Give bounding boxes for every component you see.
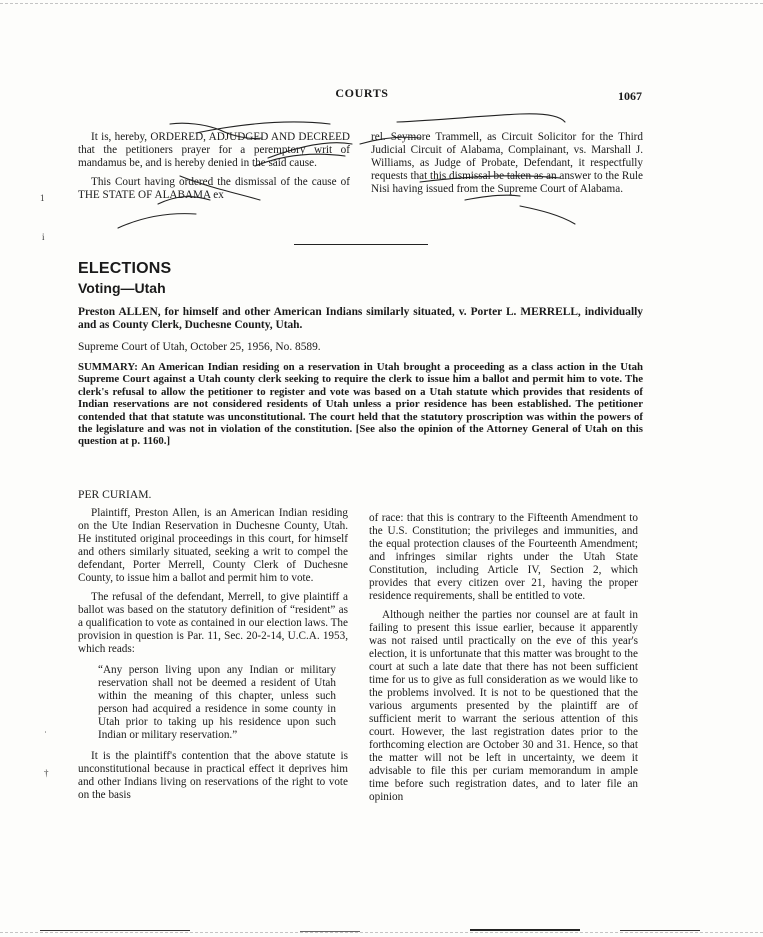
running-header-section: COURTS <box>335 86 389 100</box>
margin-mark: 1 <box>40 193 45 203</box>
scan-rule <box>620 930 700 931</box>
scan-rule <box>470 929 580 931</box>
top-right-column <box>371 131 643 196</box>
section-title: ELECTIONS <box>78 260 172 277</box>
body-paragraph: The refusal of the defendant, Merrell, to give plaintiff a ballot was based on the statutory definition of “resident” as a qualification to vote as contained in our election laws. The provision in question is Par. 11, Sec. 20-2-14, U.C.A. 1953, which reads: <box>78 591 348 655</box>
body-left-column <box>78 507 348 802</box>
scan-edge-top <box>0 3 763 4</box>
margin-mark: ˙ <box>44 730 47 740</box>
dismissal-continuation-paragraph: rel. Seymore Trammell, as Circuit Solicitor for the Third Judicial Circuit of Alabama, Complainant, vs. Marshall J. Williams, as Judge of Probate, Defendant, it respectfully requests that this dismissal be taken as an answer to the Rule Nisi having issued from the Supreme Court of Alabama. <box>371 131 643 195</box>
running-header-page-number: 1067 <box>618 89 642 103</box>
top-left-column <box>78 131 350 202</box>
body-paragraph: Although neither the parties nor counsel are at fault in failing to present this issue earlier, because it apparently was not raised until practically on the eve of this year's election, it is unfortunate that this matter was brought to the court at such a late date that there has not been sufficient time for us to give as full consideration as we would like to the problems involved. It is not to be questioned that the various arguments presented by the plaintiff are of sufficient merit to warrant the serious attention of this court. However, the last registration dates prior to the forthcoming election are October 30 and 31. Hence, so that the matter will not be left in uncertainty, we deem it advisable to file this per curiam memorandum in ample time before such registration dates, and to later file an opinion <box>369 609 638 803</box>
per-curiam-heading: PER CURIAM. <box>78 488 152 501</box>
scan-rule <box>40 930 190 931</box>
body-right-column <box>369 512 638 804</box>
section-divider <box>294 244 428 245</box>
case-summary: SUMMARY: An American Indian residing on a reservation in Utah brought a proceeding as a class action in the Utah Supreme Court against a Utah county clerk seeking to require the clerk to issue him a ballot and permit him to vote. The clerk's refusal to allow the petitioner to register and vote was based on a Utah statute which provides that residents of Indian reservations are not considered residents of Utah unless a prior residence has been established. The petitioner contended that that statute was unconstitutional. The court held that the statutory proscription was within the powers of the legislature and was not in violation of the constitution. [See also the opinion of the Attorney General of Utah on this question at p. 1160.] <box>78 361 643 448</box>
scan-edge-bottom <box>0 932 763 933</box>
body-paragraph: Plaintiff, Preston Allen, is an American Indian residing on the Ute Indian Reservation in Duchesne County, Utah. He instituted original proceedings in this court, for himself and others similarly situated, seeking a writ to compel the defendant, Porter Merrell, County Clerk of Duchesne County, to issue him a ballot and permit him to vote. <box>78 507 348 584</box>
body-paragraph: It is the plaintiff's contention that the above statute is unconstitutional because in practical effect it deprives him and other Indians living on reservations of the right to vote on the basis <box>78 750 348 801</box>
margin-mark: i <box>42 232 45 242</box>
statute-quote: “Any person living upon any Indian or military reservation shall not be deemed a resident of Utah within the meaning of this chapter, unless such person had acquired a residence in some county in Utah prior to taking up his residence upon such Indian or military reservation.” <box>98 664 336 741</box>
dismissal-paragraph: This Court having ordered the dismissal of the cause of THE STATE OF ALABAMA ex <box>78 176 350 201</box>
margin-mark: † <box>44 768 49 778</box>
court-citation: Supreme Court of Utah, October 25, 1956, No. 8589. <box>78 341 321 353</box>
decree-paragraph: It is, hereby, ORDERED, ADJUDGED AND DECREED that the petitioners prayer for a peremptory writ of mandamus be, and is hereby denied in the said cause. <box>78 131 350 169</box>
body-paragraph: of race: that this is contrary to the Fifteenth Amendment to the U.S. Constitution; the privileges and immunities, and the equal protection clauses of the Fourteenth Amendment; and infringes similar rights under the Utah State Constitution, including Article IV, Section 2, which provides that every citizen over 21, having the proper residence requirements, shall be entitled to vote. <box>369 512 638 602</box>
subsection-title: Voting—Utah <box>78 280 166 296</box>
case-parties: Preston ALLEN, for himself and other American Indians similarly situated, v. Porter L. MERRELL, individually and as County Clerk, Duchesne County, Utah. <box>78 306 643 331</box>
